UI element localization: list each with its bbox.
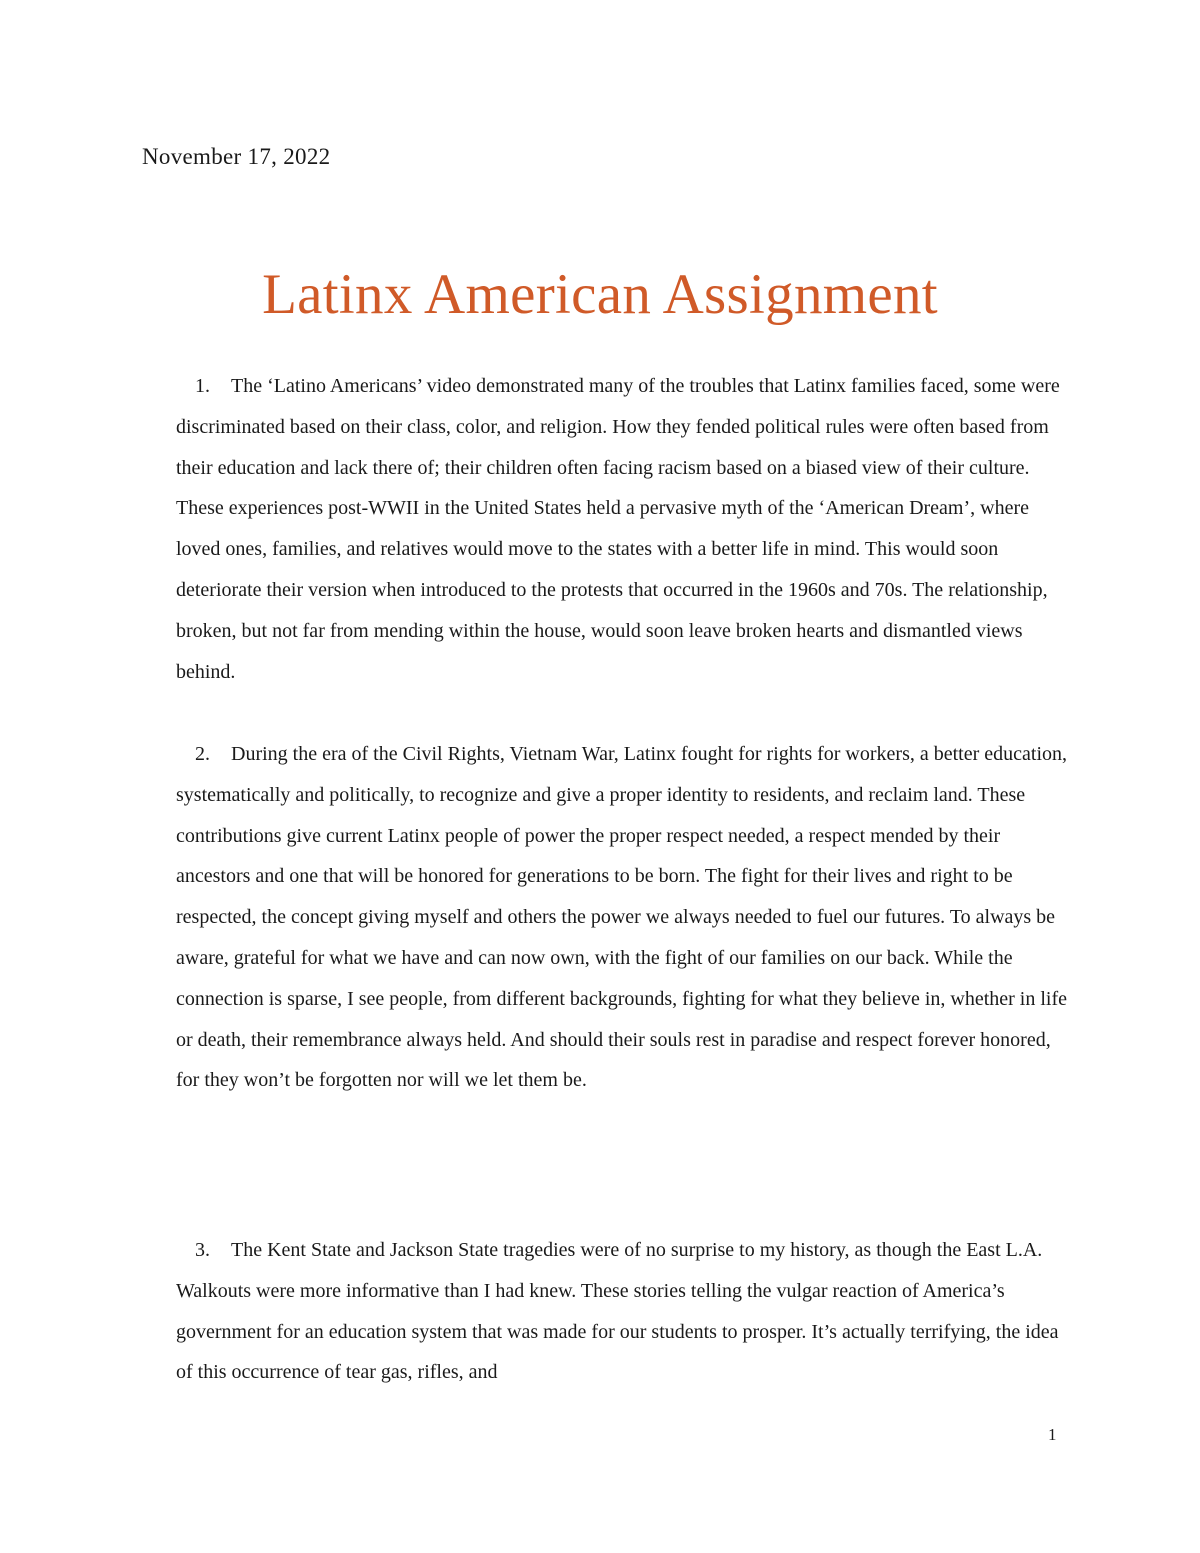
list-item <box>176 1230 1076 1393</box>
list-item-number: 3. <box>195 1239 210 1261</box>
list-item-text: The ‘Latino Americans’ video demonstrated many of the troubles that Latinx families faced, some were discriminated based on their class, color, and religion. How they fended political rules were often based from their education and lack there of; their children often facing racism based on a biased view of their culture. These experiences post-WWII in the United States held a pervasive myth of the ‘American Dream’, where loved ones, families, and relatives would move to the states with a better life in mind. This would soon deteriorate their version when introduced to the protests that occurred in the 1960s and 70s. The relationship, broken, but not far from mending within the house, would soon leave broken hearts and dismantled views behind. <box>176 375 1060 683</box>
document-date: November 17, 2022 <box>142 144 331 169</box>
page-number: 1 <box>1048 1425 1057 1444</box>
list-item <box>176 366 1076 692</box>
list-item-text: The Kent State and Jackson State tragedies were of no surprise to my history, as though the East L.A. Walkouts were more informative than I had knew. These stories telling the vulgar reaction of America’s government for an education system that was made for our students to prosper. It’s actually terrifying, the idea of this occurrence of tear gas, rifles, and <box>176 1239 1059 1384</box>
list-item-number: 2. <box>195 743 210 765</box>
document-title: Latinx American Assignment <box>262 263 938 326</box>
list-item <box>176 734 1076 1101</box>
list-item-number: 1. <box>195 375 210 397</box>
list-item-text: During the era of the Civil Rights, Vietnam War, Latinx fought for rights for workers, a better education, systematically and politically, to recognize and give a proper identity to residents, and reclaim land. These contributions give current Latinx people of power the proper respect needed, a respect mended by their ancestors and one that will be honored for generations to be born. The fight for their lives and right to be respected, the concept giving myself and others the power we always needed to fuel our futures. To always be aware, grateful for what we have and can now own, with the fight of our families on our back. While the connection is sparse, I see people, from different backgrounds, fighting for what they believe in, whether in life or death, their remembrance always held. And should their souls rest in paradise and respect forever honored, for they won’t be forgotten nor will we let them be. <box>176 743 1068 1092</box>
